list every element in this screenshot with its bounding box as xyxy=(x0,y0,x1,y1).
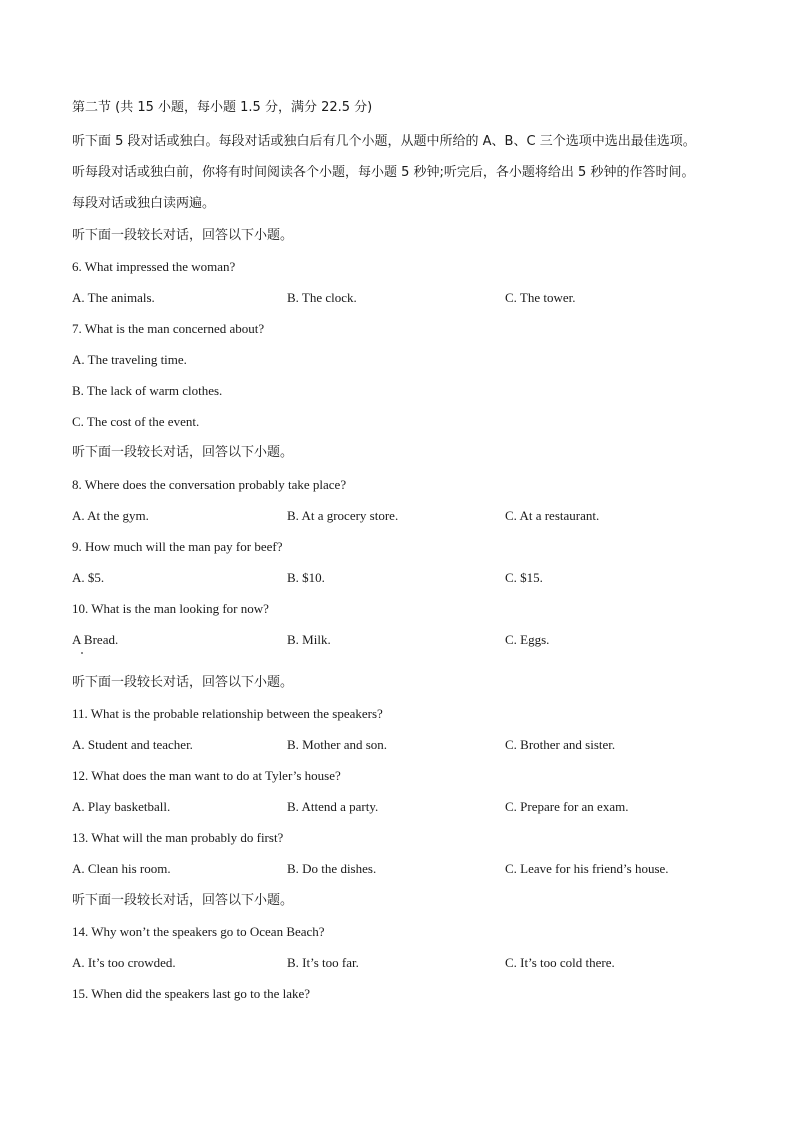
instruction-line-3: 每段对话或独白读两遍。 xyxy=(72,196,216,211)
question-12-stem: 12. What does the man want to do at Tyler’s house? xyxy=(72,768,341,783)
question-7-stem: 7. What is the man concerned about? xyxy=(72,321,265,336)
dialogue-intro: 听下面一段较长对话，回答以下小题。 xyxy=(72,893,294,908)
question-8-stem: 8. Where does the conversation probably take place? xyxy=(72,477,347,492)
stray-mark xyxy=(81,652,83,654)
question-8-option-c: C. At a restaurant. xyxy=(505,508,600,523)
dialogue-intro: 听下面一段较长对话，回答以下小题。 xyxy=(72,445,294,460)
dialogue-intro: 听下面一段较长对话，回答以下小题。 xyxy=(72,228,294,243)
question-13-stem: 13. What will the man probably do first? xyxy=(72,830,284,845)
question-7-option-b: B. The lack of warm clothes. xyxy=(72,383,223,398)
question-14-stem: 14. Why won’t the speakers go to Ocean Beach? xyxy=(72,924,325,939)
question-13-option-b: B. Do the dishes. xyxy=(287,861,377,876)
question-14-option-b: B. It’s too far. xyxy=(287,955,359,970)
question-10-option-b: B. Milk. xyxy=(287,632,331,647)
question-11-option-a: A. Student and teacher. xyxy=(72,737,193,752)
question-11-option-b: B. Mother and son. xyxy=(287,737,388,752)
question-10-stem: 10. What is the man looking for now? xyxy=(72,601,269,616)
dialogue-intro: 听下面一段较长对话，回答以下小题。 xyxy=(72,675,294,690)
question-9-option-c: C. $15. xyxy=(505,570,543,585)
question-8-option-a: A. At the gym. xyxy=(72,508,149,523)
question-10-option-a: A Bread. xyxy=(72,632,119,647)
question-11-stem: 11. What is the probable relationship between the speakers? xyxy=(72,706,383,721)
question-13-option-a: A. Clean his room. xyxy=(72,861,171,876)
question-9-option-a: A. $5. xyxy=(72,570,105,585)
question-6-option-c: C. The tower. xyxy=(505,290,576,305)
question-11-option-c: C. Brother and sister. xyxy=(505,737,616,752)
section-title: 第二节 (共 15 小题，每小题 1.5 分，满分 22.5 分) xyxy=(72,100,373,115)
question-6-option-a: A. The animals. xyxy=(72,290,155,305)
question-12-option-b: B. Attend a party. xyxy=(287,799,379,814)
question-12-option-a: A. Play basketball. xyxy=(72,799,171,814)
question-9-option-b: B. $10. xyxy=(287,570,325,585)
question-14-option-a: A. It’s too crowded. xyxy=(72,955,176,970)
question-9-stem: 9. How much will the man pay for beef? xyxy=(72,539,283,554)
question-7-option-a: A. The traveling time. xyxy=(72,352,187,367)
question-7-option-c: C. The cost of the event. xyxy=(72,414,200,429)
instruction-line-2: 听每段对话或独白前，你将有时间阅读各个小题，每小题 5 秒钟;听完后，各小题将给出 5 秒钟的作答时间。 xyxy=(72,165,695,180)
question-6-option-b: B. The clock. xyxy=(287,290,357,305)
question-14-option-c: C. It’s too cold there. xyxy=(505,955,615,970)
question-6-stem: 6. What impressed the woman? xyxy=(72,259,236,274)
question-10-option-c: C. Eggs. xyxy=(505,632,550,647)
instruction-line-1: 听下面 5 段对话或独白。每段对话或独白后有几个小题，从题中所给的 A、B、C 三个选项中选出最佳选项。 xyxy=(72,134,696,149)
question-15-stem: 15. When did the speakers last go to the lake? xyxy=(72,986,311,1001)
question-8-option-b: B. At a grocery store. xyxy=(287,508,399,523)
question-12-option-c: C. Prepare for an exam. xyxy=(505,799,629,814)
question-13-option-c: C. Leave for his friend’s house. xyxy=(505,861,669,876)
